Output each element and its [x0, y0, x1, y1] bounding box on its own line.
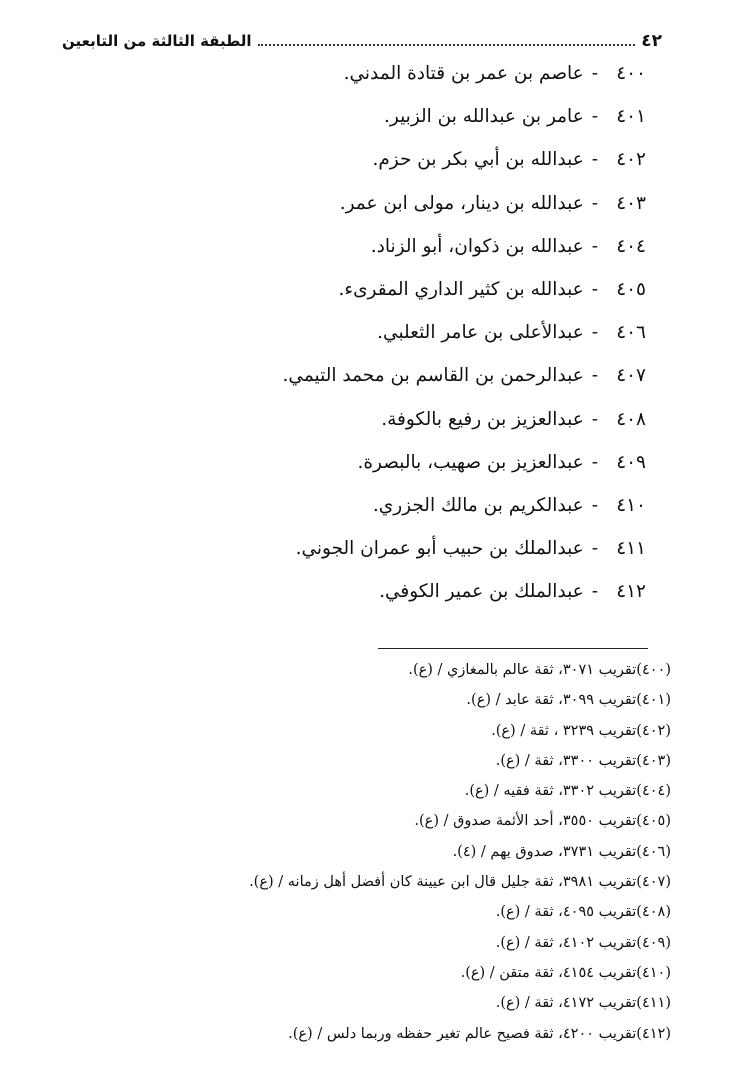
entry-name: عبدالملك بن عمير الكوفي. [379, 581, 584, 603]
entry-number: ٤٠٠ [616, 63, 646, 84]
footnote: (٤٠٠)تقريب ٣٠٧١، ثقة عالم بالمغازي / (ع). [408, 662, 671, 678]
list-item: ٤١١-عبدالملك بن حبيب أبو عمران الجوني. [60, 527, 646, 570]
entry-number: ٤٠٣ [616, 192, 646, 214]
running-title: الطبقة الثالثة من التابعين [62, 32, 252, 50]
entry-name: عبدالله بن دينار، مولى ابن عمر. [339, 192, 584, 214]
narrator-list [60, 52, 646, 613]
entry-name: عامر بن عبدالله بن الزبير. [384, 106, 584, 128]
footnote: (٤٠٣)تقريب ٣٣٠٠، ثقة / (ع). [495, 752, 671, 769]
entry-number: ٤٠٥ [616, 278, 646, 300]
list-item: ٤٠٩-عبدالعزيز بن صهيب، بالبصرة. [60, 441, 646, 484]
entry-number: ٤١٠ [616, 494, 646, 516]
entry-number: ٤٠٦ [616, 322, 646, 344]
footnote: (٤٠١)تقريب ٣٠٩٩، ثقة عابد / (ع). [466, 692, 671, 709]
entry-number: ٤٠٢ [616, 149, 646, 171]
list-item: ٤٠١-عامر بن عبدالله بن الزبير. [60, 95, 646, 138]
entry-name: عبدالرحمن بن القاسم بن محمد التيمي. [282, 365, 584, 387]
entry-name: عاصم بن عمر بن قتادة المدني. [343, 63, 584, 84]
entry-name: عبدالله بن كثير الداري المقرىء. [338, 278, 584, 300]
entry-name: عبدالعزيز بن رفيع بالكوفة. [381, 408, 584, 430]
page-number: ٤٢ [641, 31, 662, 51]
entry-number: ٤١٢ [616, 581, 646, 603]
list-item: ٤٠٦-عبدالأعلى بن عامر الثعلبي. [60, 311, 646, 354]
footnote: (٤٠٦)تقريب ٣٧٣١، صدوق يهم / (٤). [452, 843, 671, 860]
footnote: (٤٠٩)تقريب ٤١٠٢، ثقة / (ع). [495, 934, 671, 951]
running-header [62, 28, 662, 54]
list-item: ٤٠٨-عبدالعزيز بن رفيع بالكوفة. [60, 398, 646, 441]
entry-number: ٤٠٨ [616, 408, 646, 430]
entry-name: عبدالكريم بن مالك الجزري. [372, 494, 584, 516]
footnote: (٤١٢)تقريب ٤٢٠٠، ثقة فصيح عالم تغير حفظه وربما دلس / (ع). [288, 1025, 671, 1042]
footnote: (٤٠٤)تقريب ٣٣٠٢، ثقة فقيه / (ع). [464, 783, 671, 800]
footnote: (٤٠٢)تقريب ٣٢٣٩ ، ثقة / (ع). [491, 722, 671, 739]
list-item: ٤٠٧-عبدالرحمن بن القاسم بن محمد التيمي. [60, 354, 646, 397]
entry-name: عبدالأعلى بن عامر الثعلبي. [377, 322, 584, 344]
footnote: (٤٠٧)تقريب ٣٩٨١، ثقة جليل قال ابن عيينة كان أفضل أهل زمانه / (ع). [249, 874, 671, 891]
entry-number: ٤٠٤ [616, 235, 646, 257]
list-item: ٤٠٣-عبدالله بن دينار، مولى ابن عمر. [60, 182, 646, 225]
entry-name: عبدالله بن أبي بكر بن حزم. [372, 149, 584, 171]
list-item: ٤٠٢-عبدالله بن أبي بكر بن حزم. [60, 138, 646, 181]
footnote: (٤١٠)تقريب ٤١٥٤، ثقة متقن / (ع). [460, 964, 671, 981]
footnote: (٤٠٥)تقريب ٣٥٥٠، أحد الأئمة صدوق / (ع). [414, 813, 671, 830]
entry-name: عبدالملك بن حبيب أبو عمران الجوني. [295, 538, 584, 560]
footnote: (٤٠٨)تقريب ٤٠٩٥، ثقة / (ع). [495, 904, 671, 921]
footnotes [40, 655, 671, 1049]
list-item: ٤٠٥-عبدالله بن كثير الداري المقرىء. [60, 268, 646, 311]
entry-number: ٤٠٩ [616, 451, 646, 473]
entry-name: عبدالله بن ذكوان، أبو الزناد. [370, 235, 584, 257]
header-dot-leader [258, 44, 636, 46]
entry-name: عبدالعزيز بن صهيب، بالبصرة. [357, 451, 584, 473]
footnote: (٤١١)تقريب ٤١٧٢، ثقة / (ع). [495, 995, 671, 1012]
entry-number: ٤١١ [616, 538, 646, 560]
list-item: ٤١٠-عبدالكريم بن مالك الجزري. [60, 484, 646, 527]
entry-number: ٤٠٧ [616, 365, 646, 387]
list-item: ٤١٢-عبدالملك بن عمير الكوفي. [60, 570, 646, 613]
entry-number: ٤٠١ [616, 106, 646, 128]
list-item: ٤٠٤-عبدالله بن ذكوان، أبو الزناد. [60, 225, 646, 268]
footnote-separator [378, 648, 648, 649]
list-item: ٤٠٠-عاصم بن عمر بن قتادة المدني. [60, 52, 646, 95]
